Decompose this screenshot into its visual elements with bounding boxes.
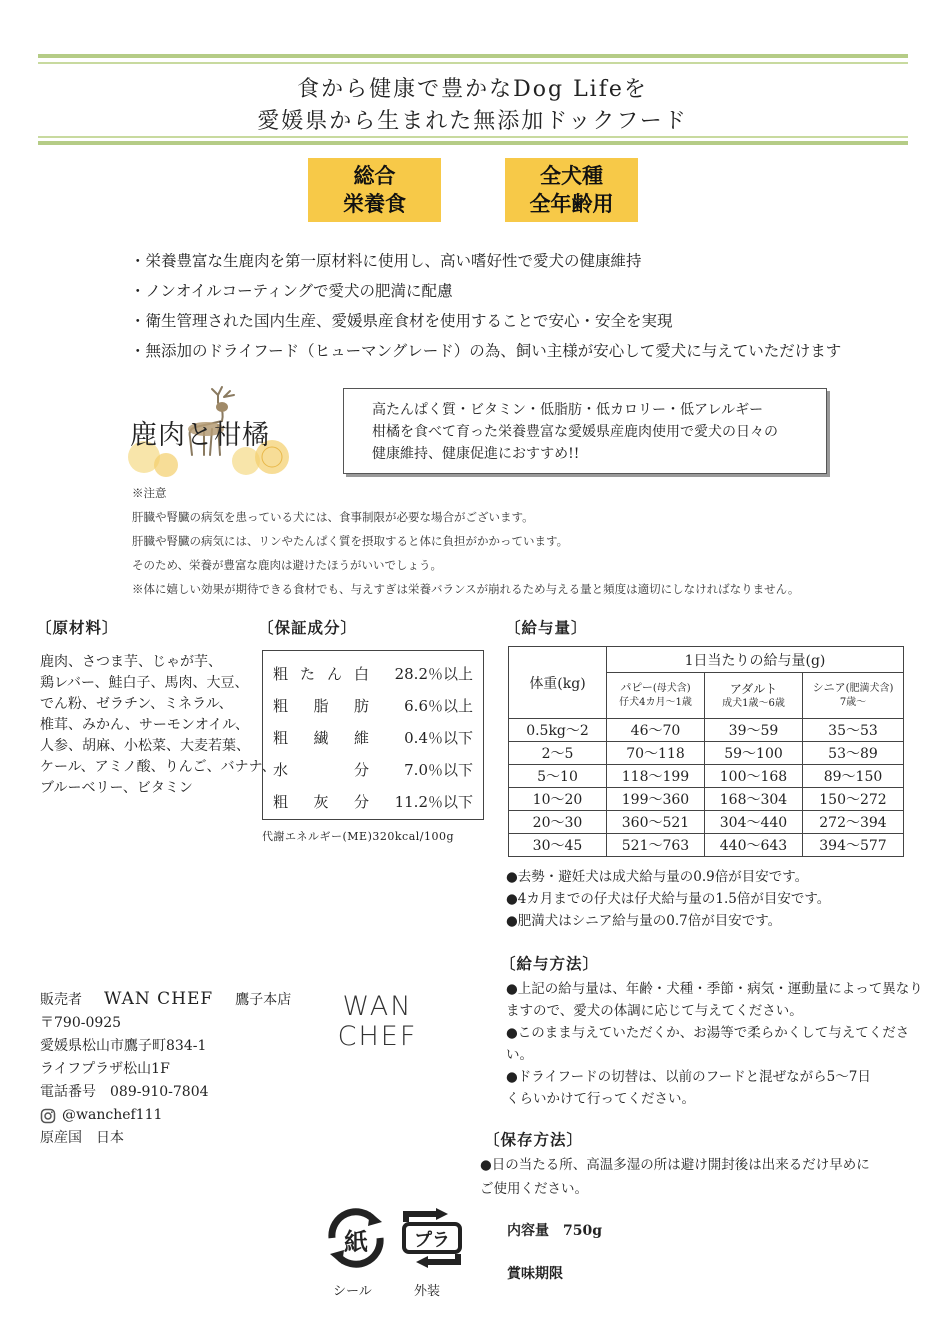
table-row (509, 788, 904, 811)
guarantee-label-char: 維 (353, 729, 369, 747)
table-cell: 20〜30 (509, 811, 607, 834)
recycle-label: 外装 (414, 1284, 441, 1299)
wan-logo-line2: CHEF (337, 1021, 418, 1052)
guarantee-row (263, 791, 483, 823)
instagram-icon (40, 1108, 56, 1124)
ingredient-line: でん粉、ゼラチン、ミネラル、 (40, 696, 233, 712)
seller-store: 鷹子本店 (235, 992, 292, 1008)
table-cell: 89〜150 (803, 765, 904, 788)
bullet-item: ・衛生管理された国内生産、愛媛県産食材を使用することで安心・安全を実現 (130, 312, 673, 330)
guarantee-label-char: 粗 (273, 729, 289, 747)
daily-header: 1日当たりの給与量(g) (607, 647, 904, 673)
capacity: 内容量 750g (507, 1223, 603, 1239)
storage-heading: 〔保存方法〕 (484, 1130, 584, 1149)
guarantee-value: 0.4％以下 (404, 729, 473, 747)
column-name-note: (肥満犬含) (845, 683, 894, 694)
table-row (509, 719, 904, 742)
recycle-mark-text: 紙 (344, 1227, 368, 1256)
ingredient-line: 人参、胡麻、小松菜、大麦若葉、 (40, 738, 250, 754)
table-cell: 440〜643 (705, 834, 803, 857)
energy-value: 代謝エネルギー(ME)320kcal/100g (262, 830, 455, 843)
guarantee-value: 11.2％以下 (394, 793, 473, 811)
table-cell: 272〜394 (803, 811, 904, 834)
seller-label: 販売者 (40, 992, 82, 1008)
seller-address1: 愛媛県松山市鷹子町834-1 (40, 1038, 207, 1054)
ingredient-line: ブルーベリー、ビタミン (40, 780, 193, 796)
feeding-note: ●4カ月までの仔犬は仔犬給与量の1.5倍が目安です。 (506, 891, 831, 907)
storage-text (480, 1153, 920, 1201)
ingredient-line: 椎茸、みかん、サーモンオイル、 (40, 717, 250, 733)
feature-line: 健康維持、健康促進におすすめ!! (372, 446, 580, 462)
ingredients-list (40, 652, 276, 799)
column-name: アダルト (729, 682, 778, 696)
column-header (607, 673, 705, 719)
guarantee-label-char: 粗 (273, 665, 289, 683)
guarantee-label-char: 白 (353, 665, 369, 683)
table-cell: 0.5kg〜2 (509, 719, 607, 742)
header-stripe-bottom-thin (38, 136, 908, 138)
column-name: シニア (812, 681, 846, 694)
method-text (506, 978, 926, 1110)
seller-address2: ライフプラザ松山1F (40, 1061, 170, 1077)
recycle-label: シール (333, 1284, 372, 1299)
badge-all-breeds (505, 158, 638, 222)
recycle-mark-text: プラ (414, 1230, 450, 1251)
paper-recycle-icon (322, 1208, 390, 1268)
column-sub: 仔犬4カ月〜1歳 (619, 697, 692, 708)
column-header (803, 673, 904, 719)
guarantee-row (263, 663, 483, 695)
feeding-table (508, 646, 904, 857)
column-header (705, 673, 803, 719)
badge-text: 全年齢用 (529, 192, 614, 216)
guarantee-label-char: 水 (273, 761, 289, 779)
ingredient-line: 鶏レバー、鮭白子、馬肉、大豆、 (40, 675, 249, 691)
feature-bullets (130, 246, 841, 366)
header-title-line2: 愛媛県から生まれた無添加ドックフード (257, 109, 688, 134)
guarantee-label-char: 粗 (273, 793, 289, 811)
header-title-line1: 食から健康で豊かなDog Lifeを (297, 77, 648, 102)
table-row (509, 811, 904, 834)
note-line: ※体に嬉しい効果が期待できる食材でも、与えすぎは栄養バランスが崩れるため与える量と頻度は適切にしなければなりません。 (132, 582, 800, 596)
table-cell: 30〜45 (509, 834, 607, 857)
ingredients-heading: 〔原材料〕 (36, 618, 119, 637)
bullet-item: ・栄養豊富な生鹿肉を第一原材料に使用し、高い嗜好性で愛犬の健康維持 (130, 252, 642, 270)
table-cell: 199〜360 (607, 788, 705, 811)
guarantee-label-char: 灰 (313, 793, 329, 811)
table-cell: 53〜89 (803, 742, 904, 765)
badge-text: 栄養食 (343, 192, 406, 216)
plastic-recycle-icon (398, 1208, 466, 1268)
table-row (509, 834, 904, 857)
bullet-item: ・ノンオイルコーティングで愛犬の肥満に配慮 (130, 282, 453, 300)
table-cell: 59〜100 (705, 742, 803, 765)
feature-line: 高たんぱく質・ビタミン・低脂肪・低カロリー・低アレルギー (372, 402, 764, 418)
guarantee-label-char: 分 (353, 793, 369, 811)
note-line: 肝臓や腎臓の病気を患っている犬には、食事制限が必要な場合がございます。 (132, 510, 534, 524)
seller-instagram: @wanchef111 (62, 1107, 163, 1123)
method-line: ますので、愛犬の体調に応じて与えてください。 (506, 1003, 803, 1019)
guarantee-heading: 〔保証成分〕 (258, 618, 358, 637)
table-cell: 100〜168 (705, 765, 803, 788)
guarantee-value: 6.6％以上 (404, 697, 473, 715)
guarantee-label-char: 粗 (273, 697, 289, 715)
table-cell: 118〜199 (607, 765, 705, 788)
table-cell: 46〜70 (607, 719, 705, 742)
seller-phone: 電話番号 089-910-7804 (40, 1084, 209, 1100)
method-heading: 〔給与方法〕 (500, 954, 600, 973)
guarantee-label-char: 肪 (353, 697, 369, 715)
feeding-heading: 〔給与量〕 (505, 618, 588, 637)
column-name-note: (母犬含) (652, 683, 691, 694)
method-line: ●ドライフードの切替は、以前のフードと混ぜながら5〜7日 (506, 1069, 871, 1085)
header-stripe-top-thin (38, 62, 908, 64)
feeding-note: ●肥満犬はシニア給与量の0.7倍が目安です。 (506, 913, 782, 929)
table-cell: 70〜118 (607, 742, 705, 765)
note-line: 肝臓や腎臓の病気には、リンやたんぱく質を摂取すると体に負担がかかっています。 (132, 534, 569, 548)
table-cell: 39〜59 (705, 719, 803, 742)
seller-brand: WAN CHEF (104, 989, 214, 1009)
column-sub: 7歳〜 (839, 697, 867, 708)
method-line: ●上記の給与量は、年齢・犬種・季節・病気・運動量によって異なり (506, 981, 923, 997)
note-line: ※注意 (132, 486, 167, 500)
column-sub: 成犬1歳〜6歳 (722, 698, 785, 709)
table-cell: 35〜53 (803, 719, 904, 742)
header-stripe-bottom (38, 141, 908, 145)
wan-logo-line1: WAN (342, 991, 413, 1022)
table-cell: 360〜521 (607, 811, 705, 834)
guarantee-label-char: ん (326, 665, 342, 683)
seller-origin: 原産国 日本 (40, 1130, 124, 1146)
feeding-notes (506, 866, 830, 932)
seller-info (40, 988, 291, 1150)
storage-line: ●日の当たる所、高温多湿の所は避け開封後は出来るだけ早めに (480, 1157, 870, 1173)
seller-postal: 〒790-0925 (40, 1015, 122, 1031)
table-cell: 521〜763 (607, 834, 705, 857)
table-cell: 5〜10 (509, 765, 607, 788)
weight-header: 体重(kg) (509, 647, 607, 719)
storage-line: ご使用ください。 (480, 1181, 588, 1197)
product-logo (126, 385, 306, 480)
guarantee-label-char: 繊 (313, 729, 329, 747)
ingredient-line: 鹿肉、さつま芋、じゃが芋、 (40, 654, 222, 670)
table-row (509, 742, 904, 765)
table-cell: 168〜304 (705, 788, 803, 811)
badge-complete-nutrition (308, 158, 441, 222)
header-stripe-top (38, 54, 908, 58)
badge-text: 総合 (353, 164, 396, 188)
note-line: そのため、栄養が豊富な鹿肉は避けたほうがいいでしょう。 (132, 558, 443, 572)
guarantee-label-char: た (299, 665, 315, 683)
table-cell: 394〜577 (803, 834, 904, 857)
guarantee-value: 28.2％以上 (394, 665, 473, 683)
ingredient-line: ケール、アミノ酸、りんご、バナナ、 (40, 759, 276, 775)
method-line: くらいかけて行ってください。 (506, 1091, 695, 1107)
guarantee-box (262, 650, 484, 820)
badge-text: 全犬種 (540, 164, 603, 188)
guarantee-row (263, 727, 483, 759)
guarantee-row (263, 695, 483, 727)
guarantee-label-char: 脂 (313, 697, 329, 715)
table-cell: 150〜272 (803, 788, 904, 811)
table-cell: 10〜20 (509, 788, 607, 811)
bullet-item: ・無添加のドライフード（ヒューマングレード）の為、飼い主様が安心して愛犬に与えていただけます (130, 342, 842, 360)
table-cell: 2〜5 (509, 742, 607, 765)
method-line: ●このまま与えていただくか、お湯等で柔らかくして与えてください。 (506, 1025, 910, 1063)
feature-line: 柑橘を食べて育った栄養豊富な愛媛県産鹿肉使用で愛犬の日々の (372, 424, 778, 440)
caution-notes (132, 481, 799, 601)
feature-box (343, 388, 827, 474)
guarantee-row (263, 759, 483, 791)
table-row (509, 765, 904, 788)
product-logo-text: 鹿肉と柑橘 (130, 420, 270, 451)
expiry-label: 賞味期限 (507, 1266, 563, 1282)
feeding-note: ●去勢・避妊犬は成犬給与量の0.9倍が目安です。 (506, 869, 809, 885)
wan-chef-logo (330, 992, 425, 1062)
column-name: パピー (620, 681, 653, 694)
guarantee-label-char: 分 (353, 761, 369, 779)
table-cell: 304〜440 (705, 811, 803, 834)
guarantee-value: 7.0％以下 (404, 761, 473, 779)
